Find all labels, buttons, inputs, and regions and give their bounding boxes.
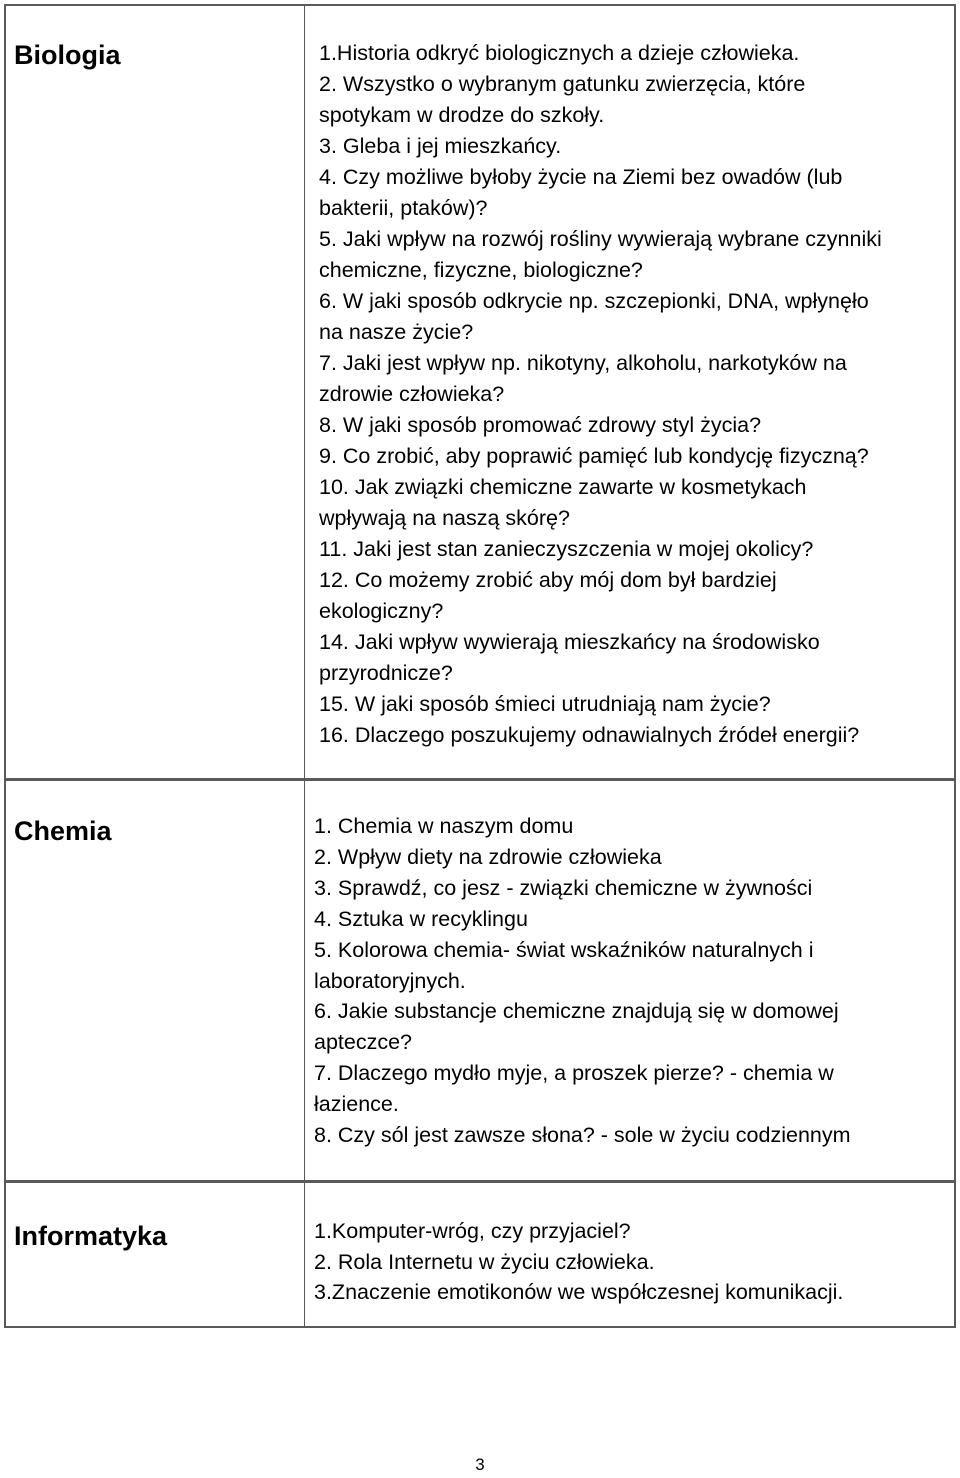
list-item: laboratoryjnych.: [314, 968, 466, 993]
list-item: spotykam w drodze do szkoły.: [319, 103, 605, 127]
topic-list: [314, 1216, 944, 1308]
list-item: 1.Historia odkryć biologicznych a dzieje człowieka.: [319, 41, 800, 65]
list-item: 2. Wszystko o wybranym gatunku zwierzęcia, które: [319, 72, 806, 96]
list-item: przyrodnicze?: [319, 661, 453, 685]
list-item: chemiczne, fizyczne, biologiczne?: [319, 258, 643, 282]
list-item: 3. Gleba i jej mieszkańcy.: [319, 134, 562, 158]
list-item: łazience.: [314, 1092, 399, 1117]
list-item: 16. Dlaczego poszukujemy odnawialnych źródeł energii?: [319, 723, 860, 747]
list-item: 9. Co zrobić, aby poprawić pamięć lub kondycję fizyczną?: [319, 444, 869, 468]
subject-label: Informatyka: [14, 1221, 168, 1251]
column-divider: [304, 1183, 305, 1326]
list-item: apteczce?: [314, 1030, 413, 1055]
list-item: zdrowie człowieka?: [319, 382, 505, 406]
column-divider: [304, 6, 305, 778]
subject-label: Chemia: [14, 816, 112, 846]
list-item: 1.Komputer-wróg, czy przyjaciel?: [314, 1219, 631, 1243]
list-item: 2. Rola Internetu w życiu człowieka.: [314, 1249, 655, 1274]
page-number: 3: [475, 1455, 485, 1474]
list-item: 5. Kolorowa chemia- świat wskaźników naturalnych i: [314, 937, 814, 962]
column-divider: [304, 781, 305, 1180]
list-item: 14. Jaki wpływ wywierają mieszkańcy na środowisko: [319, 630, 820, 654]
list-item: ekologiczny?: [319, 599, 444, 623]
list-item: 10. Jak związki chemiczne zawarte w kosmetykach: [319, 475, 807, 499]
list-item: 7. Jaki jest wpływ np. nikotyny, alkoholu, narkotyków na: [319, 351, 847, 375]
list-item: 5. Jaki wpływ na rozwój rośliny wywierają wybrane czynniki: [319, 227, 882, 251]
list-item: 6. Jakie substancje chemiczne znajdują się w domowej: [314, 999, 839, 1024]
list-item: wpływają na naszą skórę?: [319, 506, 570, 530]
list-item: 6. W jaki sposób odkrycie np. szczepionki, DNA, wpłynęło: [319, 289, 869, 313]
table-row-informatyka: [4, 1181, 956, 1328]
list-item: 4. Sztuka w recyklingu: [314, 906, 528, 931]
topic-list: [319, 38, 944, 751]
list-item: 3. Sprawdź, co jesz - związki chemiczne w żywności: [314, 875, 813, 900]
table-row-chemia: [4, 779, 956, 1182]
list-item: 15. W jaki sposób śmieci utrudniają nam życie?: [319, 692, 771, 716]
list-item: 8. Czy sól jest zawsze słona? - sole w życiu codziennym: [314, 1123, 851, 1148]
list-item: 3.Znaczenie emotikonów we współczesnej komunikacji.: [314, 1280, 844, 1304]
list-item: 11. Jaki jest stan zanieczyszczenia w mojej okolicy?: [319, 537, 814, 561]
list-item: 2. Wpływ diety na zdrowie człowieka: [314, 844, 662, 869]
topic-list: [314, 811, 944, 1151]
subject-label: Biologia: [14, 40, 121, 70]
table-row-biologia: [4, 4, 956, 780]
list-item: bakterii, ptaków)?: [319, 196, 488, 220]
list-item: 12. Co możemy zrobić aby mój dom był bardziej: [319, 568, 777, 592]
list-item: 7. Dlaczego mydło myje, a proszek pierze? - chemia w: [314, 1061, 834, 1086]
list-item: na nasze życie?: [319, 320, 474, 344]
list-item: 4. Czy możliwe byłoby życie na Ziemi bez owadów (lub: [319, 165, 843, 189]
list-item: 8. W jaki sposób promować zdrowy styl życia?: [319, 413, 762, 437]
list-item: 1. Chemia w naszym domu: [314, 814, 574, 838]
